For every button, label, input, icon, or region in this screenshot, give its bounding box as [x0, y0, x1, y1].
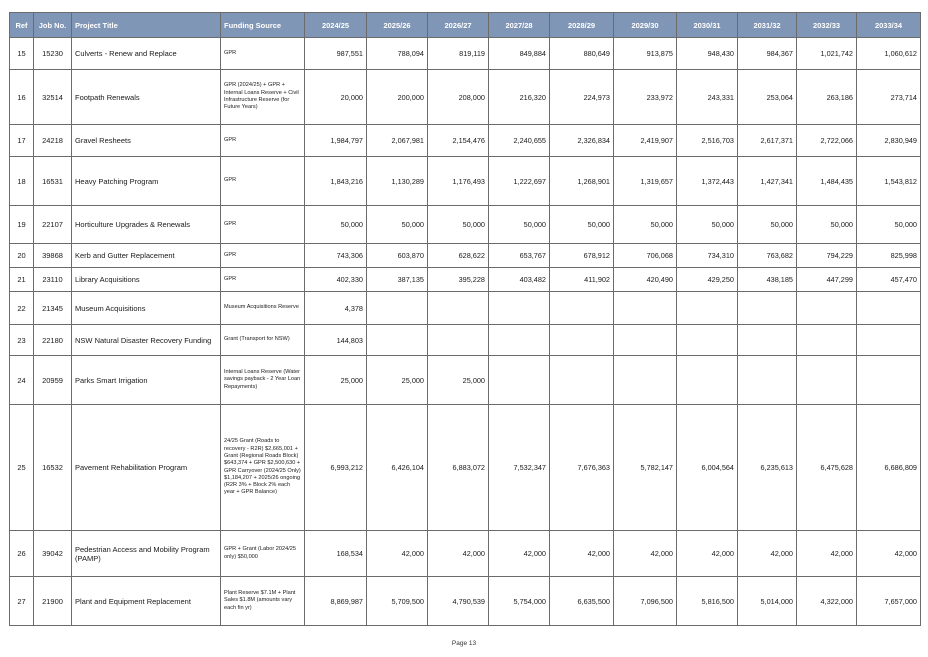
job-number-cell: 15230 [34, 38, 72, 70]
amount-cell: 1,984,797 [305, 125, 367, 157]
amount-cell: 1,543,812 [857, 157, 921, 206]
table-row [10, 356, 921, 405]
amount-cell [489, 356, 550, 405]
amount-cell: 403,482 [489, 268, 550, 292]
amount-cell [738, 325, 797, 356]
column-header-year-6: 2029/30 [614, 13, 677, 38]
table-row [10, 292, 921, 325]
project-title-cell: Kerb and Gutter Replacement [72, 244, 221, 268]
job-number-cell: 23110 [34, 268, 72, 292]
table-row [10, 38, 921, 70]
amount-cell: 6,686,809 [857, 405, 921, 531]
amount-cell: 168,534 [305, 531, 367, 577]
amount-cell: 678,912 [550, 244, 614, 268]
amount-cell [614, 356, 677, 405]
amount-cell: 208,000 [428, 70, 489, 125]
project-title-cell: Culverts - Renew and Replace [72, 38, 221, 70]
project-title-cell: Pavement Rehabilitation Program [72, 405, 221, 531]
amount-cell: 1,319,657 [614, 157, 677, 206]
amount-cell: 25,000 [305, 356, 367, 405]
amount-cell: 1,372,443 [677, 157, 738, 206]
amount-cell: 628,622 [428, 244, 489, 268]
amount-cell: 6,883,072 [428, 405, 489, 531]
column-header-year-10: 2033/34 [857, 13, 921, 38]
amount-cell: 42,000 [738, 531, 797, 577]
funding-source-cell: 24/25 Grant (Roads to recovery - R2R) $2,665,001 + Grant (Regional Roads Block) $643,374 + GPR $2,500,630 + GPR Carryover (2024/25 Only) $1,184,207 + 2025/26 ongoing (R2R 3% + Block 2% each year + GPR Balance) [221, 405, 305, 531]
amount-cell: 706,068 [614, 244, 677, 268]
amount-cell: 253,064 [738, 70, 797, 125]
amount-cell [857, 356, 921, 405]
amount-cell [550, 292, 614, 325]
amount-cell: 849,884 [489, 38, 550, 70]
amount-cell: 25,000 [428, 356, 489, 405]
amount-cell: 42,000 [857, 531, 921, 577]
project-title-cell: Plant and Equipment Replacement [72, 577, 221, 626]
funding-source-cell: Museum Acquisitions Reserve [221, 292, 305, 325]
job-number-cell: 24218 [34, 125, 72, 157]
job-number-cell: 32514 [34, 70, 72, 125]
job-number-cell: 16531 [34, 157, 72, 206]
amount-cell: 5,782,147 [614, 405, 677, 531]
amount-cell: 6,993,212 [305, 405, 367, 531]
amount-cell [797, 292, 857, 325]
funding-source-cell: GPR [221, 268, 305, 292]
table-row [10, 531, 921, 577]
amount-cell [797, 325, 857, 356]
amount-cell: 2,830,949 [857, 125, 921, 157]
amount-cell: 1,268,901 [550, 157, 614, 206]
funding-source-cell: GPR [221, 125, 305, 157]
amount-cell [550, 325, 614, 356]
amount-cell: 2,419,907 [614, 125, 677, 157]
amount-cell: 50,000 [614, 206, 677, 244]
amount-cell: 42,000 [614, 531, 677, 577]
amount-cell: 788,094 [367, 38, 428, 70]
table-row [10, 70, 921, 125]
amount-cell: 4,322,000 [797, 577, 857, 626]
amount-cell: 4,378 [305, 292, 367, 325]
amount-cell: 2,516,703 [677, 125, 738, 157]
ref-cell: 24 [10, 356, 34, 405]
amount-cell: 913,875 [614, 38, 677, 70]
project-title-cell: Footpath Renewals [72, 70, 221, 125]
amount-cell [367, 292, 428, 325]
amount-cell: 984,367 [738, 38, 797, 70]
project-title-cell: Museum Acquisitions [72, 292, 221, 325]
column-header-job-no: Job No. [34, 13, 72, 38]
ref-cell: 26 [10, 531, 34, 577]
amount-cell: 447,299 [797, 268, 857, 292]
table-row [10, 206, 921, 244]
amount-cell: 5,014,000 [738, 577, 797, 626]
amount-cell: 794,229 [797, 244, 857, 268]
amount-cell: 50,000 [305, 206, 367, 244]
column-header-funding-source: Funding Source [221, 13, 305, 38]
amount-cell [857, 325, 921, 356]
job-number-cell: 21345 [34, 292, 72, 325]
column-header-year-1: 2024/25 [305, 13, 367, 38]
ref-cell: 15 [10, 38, 34, 70]
amount-cell [428, 325, 489, 356]
funding-source-cell: GPR + Grant (Labor 2024/25 only) $50,000 [221, 531, 305, 577]
amount-cell: 6,635,500 [550, 577, 614, 626]
amount-cell: 6,004,564 [677, 405, 738, 531]
amount-cell: 20,000 [305, 70, 367, 125]
table-body [10, 38, 921, 626]
column-header-project-title: Project Title [72, 13, 221, 38]
amount-cell: 402,330 [305, 268, 367, 292]
amount-cell [614, 325, 677, 356]
amount-cell: 42,000 [550, 531, 614, 577]
amount-cell: 880,649 [550, 38, 614, 70]
amount-cell: 42,000 [367, 531, 428, 577]
amount-cell [797, 356, 857, 405]
ref-cell: 18 [10, 157, 34, 206]
project-title-cell: Library Acquisitions [72, 268, 221, 292]
amount-cell: 25,000 [367, 356, 428, 405]
amount-cell: 50,000 [677, 206, 738, 244]
ref-cell: 22 [10, 292, 34, 325]
table-row [10, 244, 921, 268]
amount-cell: 1,176,493 [428, 157, 489, 206]
job-number-cell: 39868 [34, 244, 72, 268]
job-number-cell: 21900 [34, 577, 72, 626]
column-header-year-4: 2027/28 [489, 13, 550, 38]
table-row [10, 577, 921, 626]
column-header-year-8: 2031/32 [738, 13, 797, 38]
amount-cell [677, 292, 738, 325]
page-number: Page 13 [451, 640, 477, 647]
amount-cell: 4,790,539 [428, 577, 489, 626]
amount-cell: 216,320 [489, 70, 550, 125]
funding-source-cell: Grant (Transport for NSW) [221, 325, 305, 356]
table-row [10, 325, 921, 356]
column-header-ref: Ref [10, 13, 34, 38]
amount-cell: 411,902 [550, 268, 614, 292]
amount-cell: 200,000 [367, 70, 428, 125]
amount-cell: 42,000 [797, 531, 857, 577]
job-number-cell: 22180 [34, 325, 72, 356]
ref-cell: 21 [10, 268, 34, 292]
amount-cell: 8,869,987 [305, 577, 367, 626]
ref-cell: 25 [10, 405, 34, 531]
amount-cell: 233,972 [614, 70, 677, 125]
amount-cell: 50,000 [489, 206, 550, 244]
amount-cell: 42,000 [489, 531, 550, 577]
amount-cell: 948,430 [677, 38, 738, 70]
ref-cell: 17 [10, 125, 34, 157]
amount-cell: 387,135 [367, 268, 428, 292]
amount-cell: 457,470 [857, 268, 921, 292]
job-number-cell: 20959 [34, 356, 72, 405]
amount-cell: 263,186 [797, 70, 857, 125]
column-header-year-9: 2032/33 [797, 13, 857, 38]
amount-cell: 429,250 [677, 268, 738, 292]
amount-cell: 734,310 [677, 244, 738, 268]
amount-cell [489, 325, 550, 356]
amount-cell: 653,767 [489, 244, 550, 268]
amount-cell: 825,998 [857, 244, 921, 268]
amount-cell: 2,067,981 [367, 125, 428, 157]
funding-source-cell: GPR [221, 206, 305, 244]
amount-cell: 5,816,500 [677, 577, 738, 626]
column-header-year-5: 2028/29 [550, 13, 614, 38]
amount-cell [367, 325, 428, 356]
project-title-cell: Gravel Resheets [72, 125, 221, 157]
amount-cell: 395,228 [428, 268, 489, 292]
amount-cell: 273,714 [857, 70, 921, 125]
amount-cell: 1,021,742 [797, 38, 857, 70]
amount-cell [857, 292, 921, 325]
amount-cell: 1,843,216 [305, 157, 367, 206]
amount-cell: 50,000 [857, 206, 921, 244]
column-header-year-2: 2025/26 [367, 13, 428, 38]
amount-cell: 603,870 [367, 244, 428, 268]
amount-cell: 5,754,000 [489, 577, 550, 626]
job-number-cell: 22107 [34, 206, 72, 244]
amount-cell: 1,484,435 [797, 157, 857, 206]
funding-source-cell: Plant Reserve $7.1M + Plant Sales $1.8M (amounts vary each fin yr) [221, 577, 305, 626]
table-row [10, 405, 921, 531]
amount-cell: 42,000 [428, 531, 489, 577]
table-row [10, 125, 921, 157]
amount-cell: 6,475,628 [797, 405, 857, 531]
ref-cell: 23 [10, 325, 34, 356]
amount-cell: 2,617,371 [738, 125, 797, 157]
amount-cell: 2,722,066 [797, 125, 857, 157]
funding-source-cell: GPR [221, 38, 305, 70]
amount-cell: 6,235,613 [738, 405, 797, 531]
amount-cell: 1,060,612 [857, 38, 921, 70]
amount-cell [738, 356, 797, 405]
amount-cell [489, 292, 550, 325]
amount-cell [677, 325, 738, 356]
amount-cell: 6,426,104 [367, 405, 428, 531]
amount-cell: 50,000 [797, 206, 857, 244]
amount-cell: 50,000 [738, 206, 797, 244]
amount-cell: 7,532,347 [489, 405, 550, 531]
amount-cell [738, 292, 797, 325]
table-row [10, 157, 921, 206]
ref-cell: 20 [10, 244, 34, 268]
project-title-cell: Pedestrian Access and Mobility Program (PAMP) [72, 531, 221, 577]
table-row [10, 268, 921, 292]
amount-cell: 1,130,289 [367, 157, 428, 206]
amount-cell: 819,119 [428, 38, 489, 70]
amount-cell: 2,154,476 [428, 125, 489, 157]
project-title-cell: Heavy Patching Program [72, 157, 221, 206]
amount-cell: 2,240,655 [489, 125, 550, 157]
column-header-year-7: 2030/31 [677, 13, 738, 38]
column-header-year-3: 2026/27 [428, 13, 489, 38]
amount-cell [550, 356, 614, 405]
funding-source-cell: Internal Loans Reserve (Water savings payback - 2 Year Loan Repayments) [221, 356, 305, 405]
ref-cell: 16 [10, 70, 34, 125]
ref-cell: 27 [10, 577, 34, 626]
amount-cell: 243,331 [677, 70, 738, 125]
job-number-cell: 39042 [34, 531, 72, 577]
amount-cell: 420,490 [614, 268, 677, 292]
amount-cell: 144,803 [305, 325, 367, 356]
amount-cell [614, 292, 677, 325]
capital-works-table [9, 12, 921, 626]
amount-cell: 763,682 [738, 244, 797, 268]
amount-cell: 50,000 [550, 206, 614, 244]
project-title-cell: NSW Natural Disaster Recovery Funding [72, 325, 221, 356]
project-title-cell: Horticulture Upgrades & Renewals [72, 206, 221, 244]
amount-cell: 5,709,500 [367, 577, 428, 626]
amount-cell: 7,676,363 [550, 405, 614, 531]
amount-cell: 7,657,000 [857, 577, 921, 626]
amount-cell: 7,096,500 [614, 577, 677, 626]
amount-cell: 42,000 [677, 531, 738, 577]
funding-source-cell: GPR (2024/25) + GPR + Internal Loans Reserve + Civil Infrastructure Reserve (for Future Years) [221, 70, 305, 125]
amount-cell: 438,185 [738, 268, 797, 292]
amount-cell: 987,551 [305, 38, 367, 70]
amount-cell: 2,326,834 [550, 125, 614, 157]
amount-cell: 50,000 [367, 206, 428, 244]
amount-cell [677, 356, 738, 405]
table-header-row [10, 13, 921, 38]
ref-cell: 19 [10, 206, 34, 244]
project-title-cell: Parks Smart Irrigation [72, 356, 221, 405]
amount-cell: 1,427,341 [738, 157, 797, 206]
amount-cell [428, 292, 489, 325]
amount-cell: 743,306 [305, 244, 367, 268]
amount-cell: 224,973 [550, 70, 614, 125]
funding-source-cell: GPR [221, 157, 305, 206]
funding-source-cell: GPR [221, 244, 305, 268]
amount-cell: 50,000 [428, 206, 489, 244]
job-number-cell: 16532 [34, 405, 72, 531]
amount-cell: 1,222,697 [489, 157, 550, 206]
